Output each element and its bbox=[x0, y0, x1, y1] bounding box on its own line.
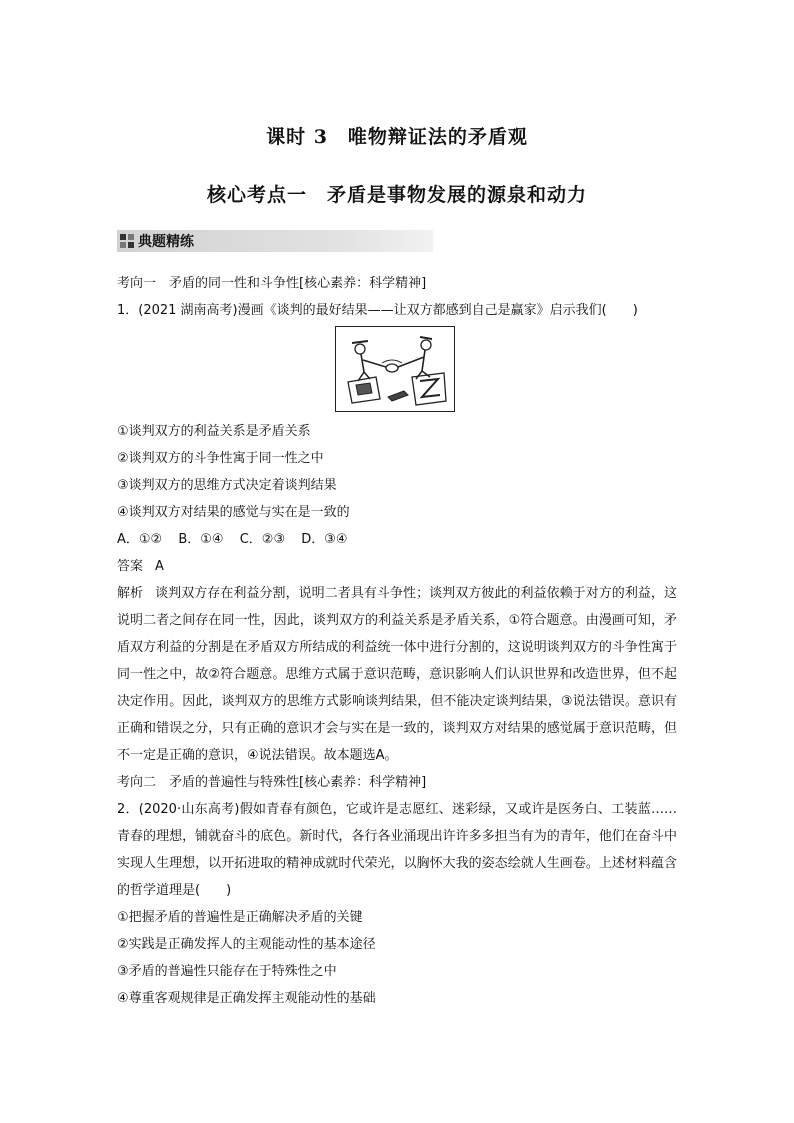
lesson-title: 课时 3 唯物辩证法的矛盾观 bbox=[266, 126, 528, 148]
q1-choice-3: ③谈判双方的思维方式决定着谈判结果 bbox=[117, 478, 337, 493]
analysis-label: 解析 bbox=[117, 586, 144, 601]
q1-choice-2: ②谈判双方的斗争性寓于同一性之中 bbox=[117, 451, 324, 466]
q2-direction: 考向二 矛盾的普遍性与特殊性[核心素养：科学精神] bbox=[117, 775, 427, 790]
q1-choice-4: ④谈判双方对结果的感觉与实在是一致的 bbox=[117, 505, 350, 520]
q1-option-a: A．①② bbox=[117, 532, 163, 547]
q1-choice-1: ①谈判双方的利益关系是矛盾关系 bbox=[117, 424, 311, 439]
q1-option-c: C．②③ bbox=[239, 532, 286, 547]
q2-choice-1: ①把握矛盾的普遍性是正确解决矛盾的关键 bbox=[117, 910, 363, 925]
section-title: 核心考点一 矛盾是事物发展的源泉和动力 bbox=[206, 184, 587, 206]
cartoon-image bbox=[335, 326, 455, 412]
answer-value: A bbox=[155, 559, 164, 574]
q2-choice-2: ②实践是正确发挥人的主观能动性的基本途径 bbox=[117, 937, 376, 952]
q2-stem: 2．(2020·山东高考)假如青春有颜色，它或许是志愿红、迷彩绿，又或许是医务白、工装蓝……青春的理想，铺就奋斗的底色。新时代，各行各业涌现出许许多多担当有为的青年，他们在奋斗中实现人生理想，以开拓进取的精神成就时代荣光，以胸怀大我的姿态绘就人生画卷。上述材料蕴含的哲学道理是( ) bbox=[117, 802, 677, 898]
q1-direction: 考向一 矛盾的同一性和斗争性[核心素养：科学精神] bbox=[117, 276, 427, 291]
q1-option-b: B．①④ bbox=[178, 532, 224, 547]
q1-option-d: D．③④ bbox=[301, 532, 348, 547]
q1-figure-row bbox=[117, 324, 677, 418]
q2-choice-4: ④尊重客观规律是正确发挥主观能动性的基础 bbox=[117, 991, 376, 1006]
q2-choice-3: ③矛盾的普遍性只能存在于特殊性之中 bbox=[117, 964, 337, 979]
content-body bbox=[117, 270, 677, 1012]
analysis-text: 谈判双方存在利益分割，说明二者具有斗争性；谈判双方彼此的利益依赖于对方的利益，这说明二者之间存在同一性，因此，谈判双方的利益关系是矛盾关系，①符合题意。由漫画可知，矛盾双方利益的分割是在矛盾双方所结成的利益统一体中进行分割的，这说明谈判双方的斗争性寓于同一性之中，故②符合题意。思维方式属于意识范畴，意识影响人们认识世界和改造世界，但不起决定作用。因此，谈判双方的思维方式影响谈判结果，但不能决定谈判结果，③说法错误。意识有正确和错误之分，只有正确的意识才会与实在是一致的，谈判双方对结果的感觉属于意识范畴，但不一定是正确的意识，④说法错误。故本题选A。 bbox=[117, 586, 677, 763]
q1-options bbox=[117, 526, 677, 553]
q1-analysis bbox=[117, 580, 677, 769]
answer-label: 答案 bbox=[117, 559, 144, 574]
grid-square-icon bbox=[120, 234, 134, 248]
q1-answer-row bbox=[117, 553, 677, 580]
q1-stem: 1．(2021 湖南高考)漫画《谈判的最好结果——让双方都感到自己是赢家》启示我们( ) bbox=[117, 303, 638, 318]
section-bar-label: 典题精练 bbox=[138, 234, 194, 250]
section-bar bbox=[117, 230, 433, 252]
